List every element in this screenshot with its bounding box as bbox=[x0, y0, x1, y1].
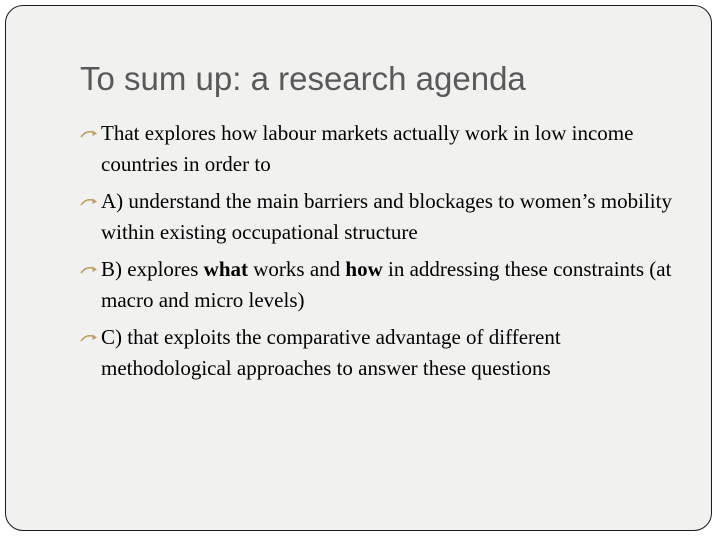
curved-arrow-bullet-icon bbox=[80, 264, 99, 276]
emphasis-how: how bbox=[345, 257, 383, 281]
bullet-item-understand-barriers bbox=[80, 186, 680, 248]
bullet-item-comparative-advantage bbox=[80, 322, 680, 384]
curved-arrow-bullet-icon bbox=[80, 128, 99, 140]
bullet-item-explores-what-works bbox=[80, 254, 680, 316]
bullet-text: C) that exploits the comparative advantage of different methodological approaches to answer these questions bbox=[101, 325, 561, 380]
bullet-text: A) understand the main barriers and blockages to women’s mobility within existing occupational structure bbox=[101, 189, 672, 244]
emphasis-what: what bbox=[203, 257, 248, 281]
bullet-item-research-agenda bbox=[80, 118, 680, 180]
bullet-text: That explores how labour markets actually work in low income countries in order to bbox=[101, 121, 634, 176]
curved-arrow-bullet-icon bbox=[80, 332, 99, 344]
bullet-text-segment: in addressing these constraints (at macro and micro levels) bbox=[101, 257, 672, 312]
bullet-text-segment: B) explores bbox=[101, 257, 204, 281]
curved-arrow-bullet-icon bbox=[80, 196, 99, 208]
bullet-text-segment: works and bbox=[248, 257, 346, 281]
bullet-list bbox=[80, 118, 680, 390]
slide-title: To sum up: a research agenda bbox=[80, 60, 526, 97]
bullet-text bbox=[101, 257, 671, 312]
